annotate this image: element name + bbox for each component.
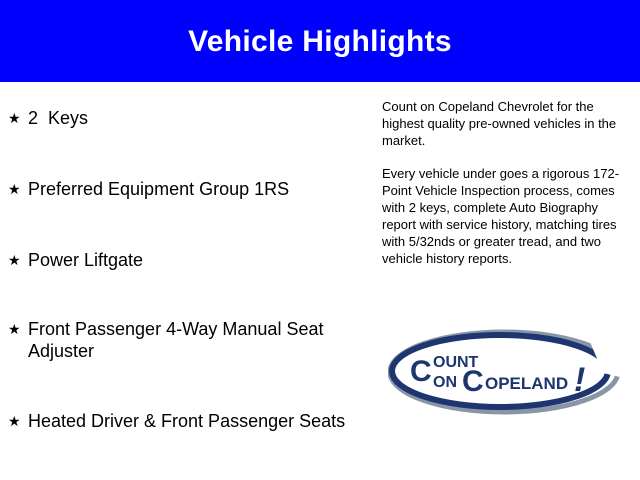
dealer-intro-text: Count on Copeland Chevrolet for the highest quality pre-owned vehicles in the market. xyxy=(382,99,617,148)
highlight-label: Preferred Equipment Group 1RS xyxy=(28,179,290,199)
logo-word-opeland: OPELAND xyxy=(485,374,569,393)
star-icon: ★ xyxy=(8,253,21,269)
star-icon: ★ xyxy=(8,111,21,127)
page-title: Vehicle Highlights xyxy=(188,25,452,58)
count-on-copeland-logo xyxy=(388,327,620,417)
logo-word-ount: OUNT xyxy=(433,354,479,371)
logo-letter-c2: C xyxy=(462,365,484,398)
logo-exclamation: ! xyxy=(574,361,586,399)
logo-letter-c: C xyxy=(410,355,432,388)
star-icon: ★ xyxy=(8,414,21,430)
logo-lettering xyxy=(410,354,585,399)
highlight-label: 2 Keys xyxy=(28,108,89,128)
logo-swoosh-break xyxy=(588,337,620,377)
dealer-inspection-text: Every vehicle under goes a rigorous 172-Point Vehicle Inspection process, comes with 2 keys, complete Auto Biography report with service history, matching tires with 5/32nds or greater tread, and two vehicle history reports. xyxy=(382,166,620,266)
star-icon: ★ xyxy=(8,322,21,338)
star-icon: ★ xyxy=(8,182,21,198)
logo-word-on: ON xyxy=(433,374,457,391)
highlight-label: Heated Driver & Front Passenger Seats xyxy=(28,411,346,431)
highlight-label: Front Passenger 4-Way Manual Seat Adjuster xyxy=(28,319,324,361)
highlight-label: Power Liftgate xyxy=(28,250,144,270)
